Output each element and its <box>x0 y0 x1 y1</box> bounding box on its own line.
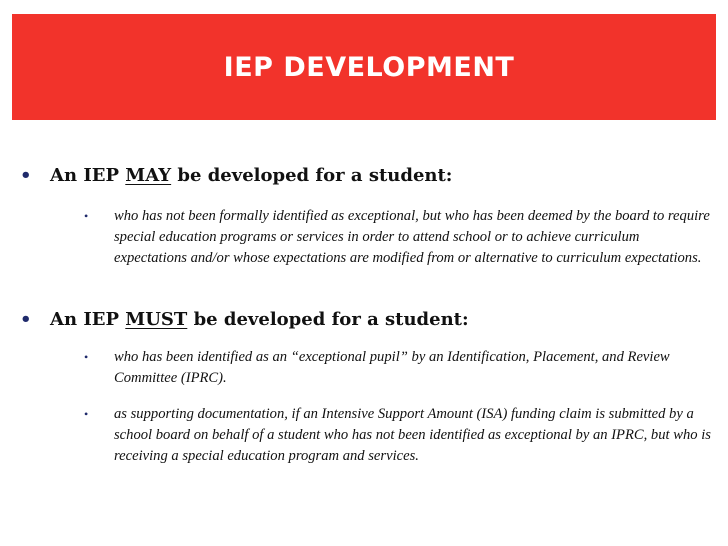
list-item-text: who has not been formally identified as exceptional, but who has been deemed by the board to require special education programs or services in order to attend school or to achieve curriculum expectations and/or whose expectations are modified from or alternative to curriculum expectations. <box>114 208 710 266</box>
section-heading-may <box>20 165 452 186</box>
list-item <box>84 206 714 269</box>
heading-prefix: An IEP <box>50 165 119 186</box>
list-item <box>84 347 714 389</box>
heading-suffix: be developed for a student: <box>193 309 469 330</box>
list-item-text: who has been identified as an “exceptional pupil” by an Identification, Placement, and Review Committee (IPRC). <box>114 349 670 386</box>
section-heading-must <box>20 309 469 330</box>
list-item-text: as supporting documentation, if an Intensive Support Amount (ISA) funding claim is submitted by a school board on behalf of a student who has not been identified as exceptional by an IPRC, but who is receiving a special education program and services. <box>114 406 711 464</box>
heading-suffix: be developed for a student: <box>177 165 453 186</box>
bullet-dot-icon: • <box>84 350 89 364</box>
bullet-dot-icon: • <box>20 309 32 330</box>
heading-keyword-may: MAY <box>125 165 172 186</box>
slide-title: IEP DEVELOPMENT <box>223 51 515 83</box>
heading-prefix: An IEP <box>50 309 119 330</box>
bullet-dot-icon: • <box>84 407 89 421</box>
bullet-dot-icon: • <box>20 165 32 186</box>
list-item <box>84 404 714 467</box>
heading-keyword-must: MUST <box>125 309 188 330</box>
bullet-dot-icon: • <box>84 209 89 223</box>
